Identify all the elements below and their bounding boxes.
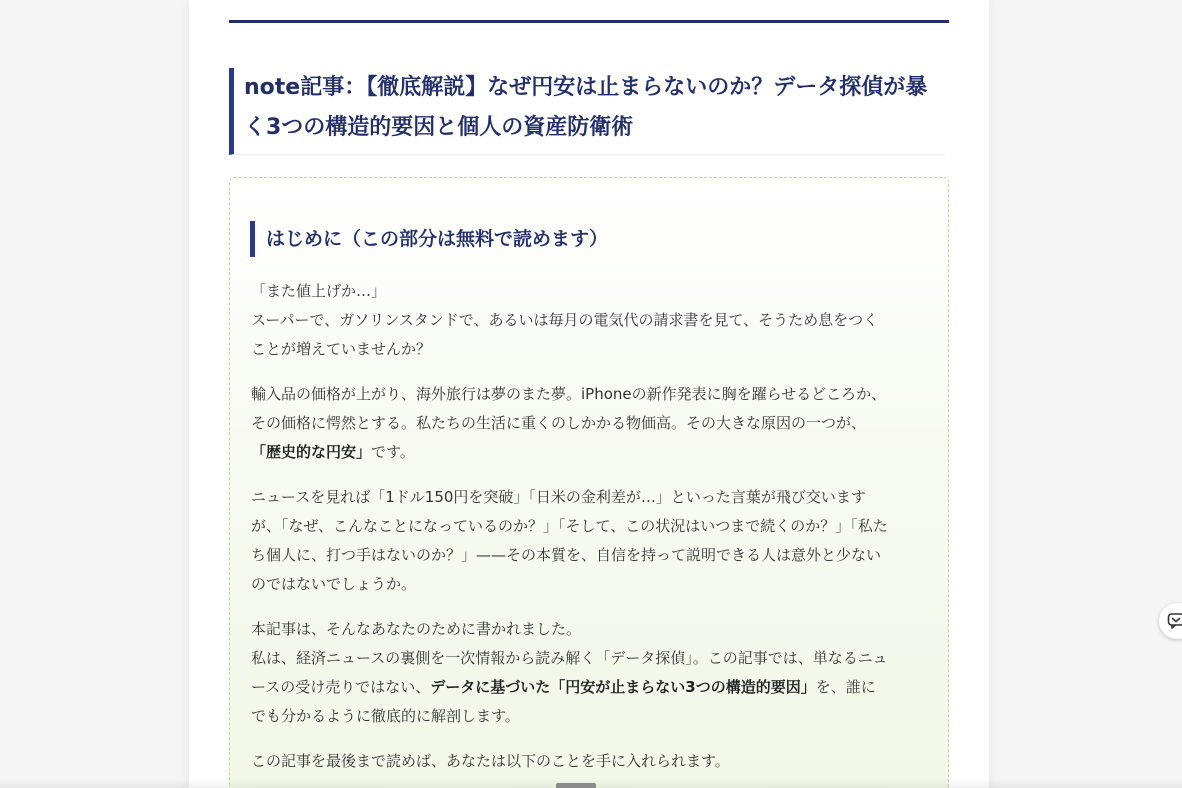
free-preview-box — [229, 177, 949, 788]
text-segment: その価格に愕然とする。私たちの生活に重くのしかかる物価高。その大きな原因の一つが、 — [251, 414, 867, 432]
text-line — [251, 512, 931, 541]
text-line — [251, 438, 931, 467]
text-segment: スーパーで、ガソリンスタンドで、あるいは毎月の電気代の請求書を見て、そうため息をつく — [251, 311, 879, 329]
emphasis-text: 「歴史的な円安」 — [251, 443, 372, 461]
text-segment: 輸入品の価格が上がり、海外旅行は夢のまた夢。iPhoneの新作発表に胸を躍らせるどころか、 — [251, 385, 887, 403]
paragraph — [251, 747, 931, 776]
text-line — [251, 483, 931, 512]
top-divider — [229, 20, 949, 23]
text-segment: 私は、経済ニュースの裏側を一次情報から読み解く「データ探偵」。この記事では、単なるニュ — [251, 649, 888, 667]
text-segment: です。 — [371, 443, 415, 461]
paragraph — [251, 277, 931, 364]
text-line — [251, 380, 931, 409]
text-line — [251, 673, 931, 702]
text-line — [251, 570, 931, 599]
text-line — [251, 747, 931, 776]
section-heading: はじめに（この部分は無料で読めます） — [250, 221, 608, 257]
text-segment: が、「なぜ、こんなことになっているのか？」「そして、この状況はいつまで続くのか？」「私た — [251, 517, 888, 535]
text-segment: を、誰に — [815, 678, 876, 696]
text-line — [251, 702, 931, 731]
paragraph — [251, 483, 931, 599]
text-segment: ニュースを見れば「1ドル150円を突破」「日米の金利差が…」といった言葉が飛び交います — [251, 488, 866, 506]
text-line — [251, 409, 931, 438]
title-block — [229, 68, 945, 155]
page-title: note記事：【徹底解説】なぜ円安は止まらないのか？データ探偵が暴く3つの構造的要因と個人の資産防衛術 — [244, 75, 928, 140]
text-segment: 「また値上げか…」 — [251, 282, 387, 300]
article-panel — [189, 0, 989, 788]
paragraph — [251, 615, 931, 731]
text-segment: この記事を最後まで読めば、あなたは以下のことを手に入れられます。 — [251, 752, 730, 770]
text-segment: ースの受け売りではない、 — [251, 678, 431, 696]
text-line — [251, 541, 931, 570]
emphasis-text: データに基づいた「円安が止まらない3つの構造的要因」 — [430, 678, 816, 696]
text-line — [251, 615, 931, 644]
paragraph — [251, 380, 931, 467]
article-body — [251, 277, 931, 788]
text-segment: でも分かるように徹底的に解剖します。 — [251, 707, 520, 725]
text-segment: のではないでしょうか。 — [251, 575, 417, 593]
text-line — [251, 335, 931, 364]
floating-chat-button[interactable] — [1159, 603, 1182, 639]
text-line — [251, 306, 931, 335]
text-segment: ことが増えていませんか？ — [251, 340, 432, 358]
text-segment: ち個人に、打つ手はないのか？」——その本質を、自信を持って説明できる人は意外と少ない — [251, 546, 882, 564]
chat-bubble-icon — [1167, 612, 1182, 630]
bottom-drag-handle[interactable] — [556, 783, 596, 788]
text-line — [251, 277, 931, 306]
text-line — [251, 644, 931, 673]
text-segment: 本記事は、そんなあなたのために書かれました。 — [251, 620, 582, 638]
